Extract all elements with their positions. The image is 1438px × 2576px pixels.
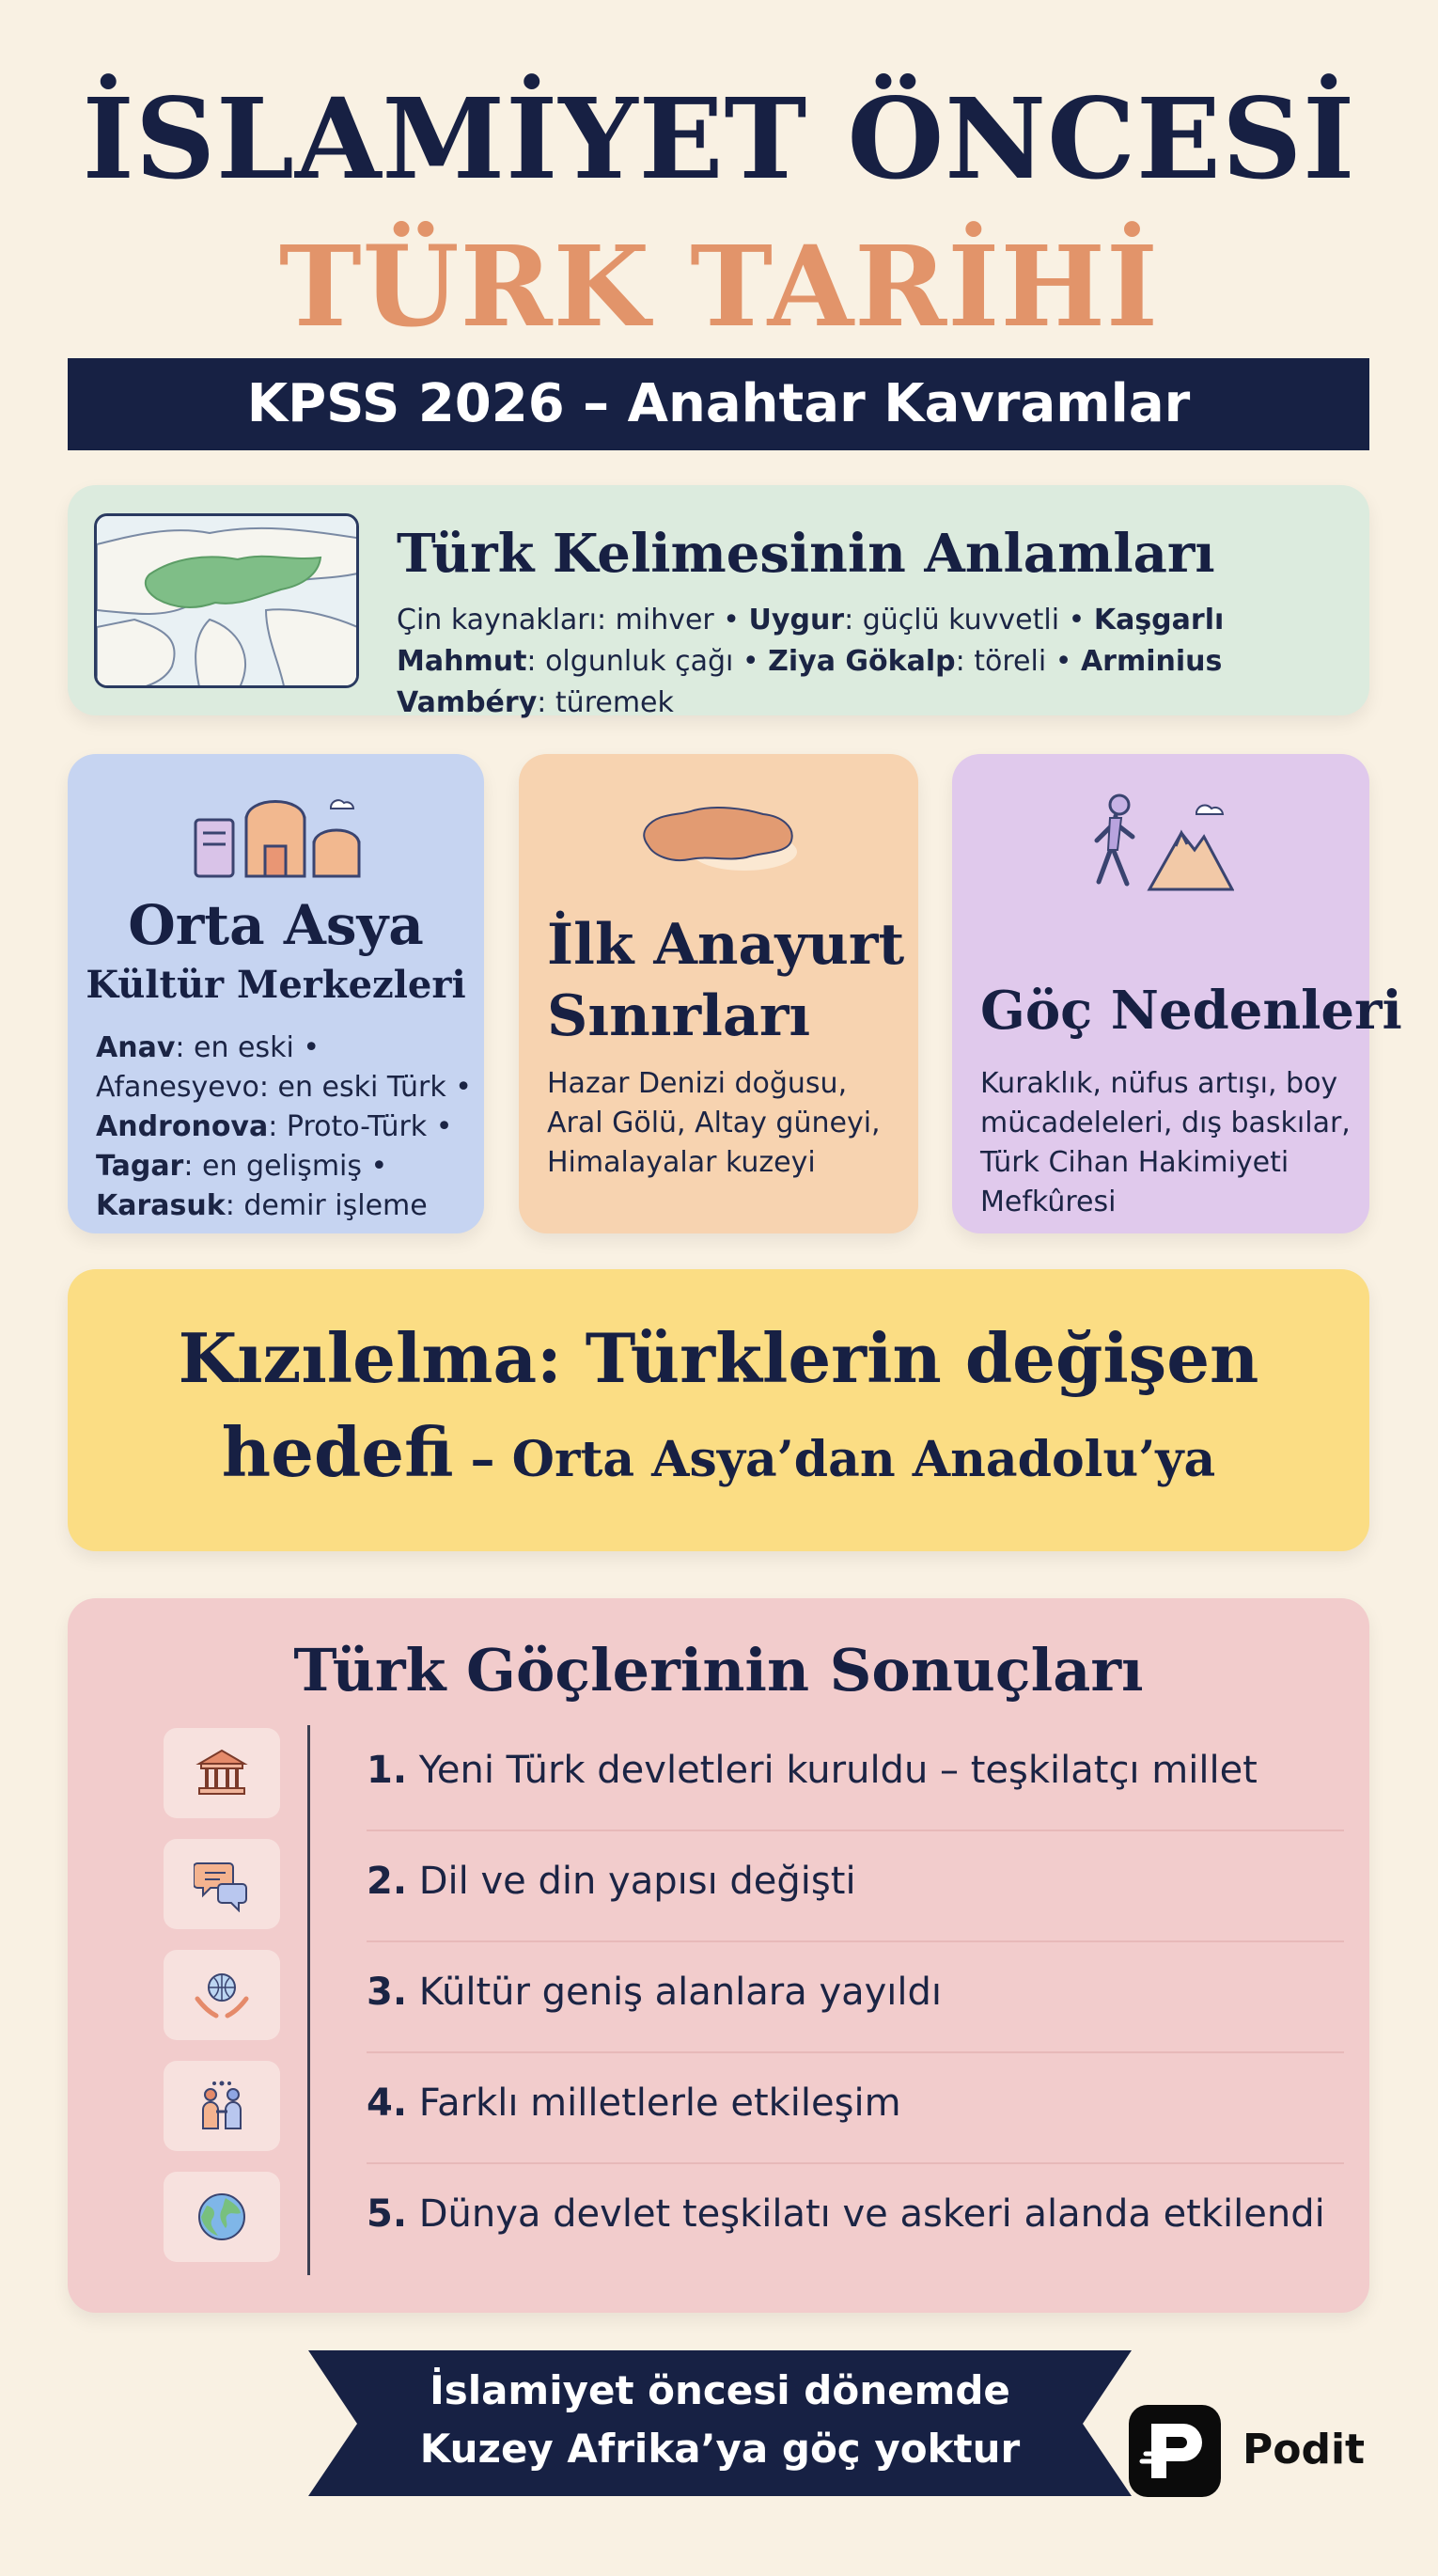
kizilelma-line2 [68, 1412, 1369, 1492]
earth-icon [164, 2172, 280, 2262]
main-title-line2: TÜRK TARİHİ [278, 221, 1160, 352]
result-text: Yeni Türk devletleri kuruldu – teşkilatçı millet [418, 1749, 1258, 1792]
kizilelma-card [68, 1269, 1369, 1551]
homeland-borders-text [547, 1064, 904, 1183]
podit-logo-icon [1129, 2405, 1221, 2497]
result-item [367, 1720, 1344, 1831]
word-meanings-text: Çin kaynakları: mihver • Uygur: güçlü kuvvetli • Kaşgarlı Mahmut: olgunluk çağı • Ziya Gökalp: töreli • Arminius Vambéry: türemek [397, 604, 1225, 719]
migration-results-card [68, 1598, 1369, 2313]
result-number: 3. [367, 1971, 408, 2014]
migration-line: mücadeleleri, dış baskılar, [980, 1107, 1351, 1139]
homeland-line: Himalayalar kuzeyi [547, 1146, 816, 1179]
meaning-source: Arminius Vambéry [397, 645, 1223, 719]
meaning-source: Çin kaynakları [397, 604, 597, 636]
culture-desc: en gelişmiş [202, 1150, 363, 1183]
migration-causes-title: Göç Nedenleri [980, 980, 1402, 1042]
brand-name: Podit [1243, 2426, 1366, 2474]
kizilelma-line1: Kızılelma: Türklerin değişen [178, 1318, 1259, 1398]
footer-note [308, 2362, 1132, 2478]
buildings-icon [190, 792, 368, 885]
word-meanings-card [68, 485, 1369, 719]
result-number: 5. [367, 2192, 408, 2236]
culture-desc: Proto-Türk [286, 1110, 428, 1143]
result-text: Kültür geniş alanlara yayıldı [418, 1971, 943, 2014]
culture-centers-subtitle: Kültür Merkezleri [86, 963, 466, 1007]
migration-line: Kuraklık, nüfus artışı, boy [980, 1067, 1338, 1100]
result-item [367, 1831, 1344, 1942]
migration-line: Mefkûresi [980, 1186, 1117, 1218]
culture-name: Anav [96, 1031, 176, 1064]
culture-name: Afanesyevo [96, 1071, 259, 1104]
meaning-value: mihver [615, 604, 714, 636]
culture-name: Tagar [96, 1150, 184, 1183]
meaning-source: Ziya Gökalp [768, 645, 956, 678]
migration-results-title: Türk Göçlerinin Sonuçları [293, 1636, 1144, 1704]
subtitle-band: KPSS 2026 – Anahtar Kavramlar [68, 358, 1369, 450]
turkey-map-icon [641, 799, 801, 880]
result-number: 4. [367, 2081, 408, 2125]
result-text: Dünya devlet teşkilatı ve askeri alanda etkilendi [418, 2192, 1325, 2236]
culture-centers-card [68, 754, 484, 1233]
result-item [367, 2053, 1344, 2164]
footer-note-line1: İslamiyet öncesi dönemde [430, 2367, 1010, 2413]
culture-name: Andronova [96, 1110, 269, 1143]
culture-desc: en eski [194, 1031, 294, 1064]
homeland-title-line1: İlk Anayurt [547, 912, 905, 978]
meaning-source: Uygur [748, 604, 845, 636]
word-meanings-title: Türk Kelimesinin Anlamları [397, 523, 1215, 585]
culture-centers-list: Anav: en eski • Afanesyevo: en eski Türk • Andronova: Proto-Türk • Tagar: en gelişmiş • Karasuk: demir işleme [96, 1031, 472, 1222]
globe-in-hands-icon [164, 1950, 280, 2040]
meaning-value: güçlü kuvvetli [862, 604, 1060, 636]
result-number: 1. [367, 1749, 408, 1792]
migration-causes-text [980, 1064, 1356, 1222]
main-title-line1: İSLAMİYET ÖNCESİ [82, 73, 1356, 204]
government-building-icon [164, 1728, 280, 1818]
result-text: Dil ve din yapısı değişti [418, 1860, 856, 1903]
people-interaction-icon [164, 2061, 280, 2151]
result-number: 2. [367, 1860, 408, 1903]
migration-causes-card [952, 754, 1402, 1233]
result-item [367, 1942, 1344, 2053]
meaning-source: Kaşgarlı Mahmut [397, 604, 1225, 678]
walking-person-icon [1084, 792, 1234, 899]
homeland-line: Aral Gölü, Altay güneyi, [547, 1107, 881, 1139]
footer-note-line2: Kuzey Afrika’ya göç yoktur [419, 2426, 1021, 2472]
result-text: Farklı milletlerle etkileşim [418, 2081, 901, 2125]
homeland-borders-card [519, 754, 918, 1233]
result-item [367, 2164, 1344, 2275]
culture-name: Karasuk [96, 1189, 226, 1222]
asia-map-icon [94, 513, 359, 688]
culture-desc: en eski Türk [277, 1071, 446, 1104]
timeline-divider [307, 1725, 310, 2275]
meaning-value: töreli [974, 645, 1047, 678]
migration-line: Türk Cihan Hakimiyeti [980, 1146, 1290, 1179]
culture-centers-title: Orta Asya [128, 893, 424, 957]
kizilelma-line2-emphasis: hedefi [221, 1412, 454, 1492]
speech-bubbles-icon [164, 1839, 280, 1929]
culture-desc: demir işleme [243, 1189, 428, 1222]
homeland-line: Hazar Denizi doğusu, [547, 1067, 848, 1100]
homeland-title-line2: Sınırları [547, 983, 811, 1049]
meaning-value: olgunluk çağı [545, 645, 734, 678]
kizilelma-line2-detail: – Orta Asya’dan Anadolu’ya [453, 1431, 1216, 1488]
meaning-value: türemek [555, 686, 674, 719]
